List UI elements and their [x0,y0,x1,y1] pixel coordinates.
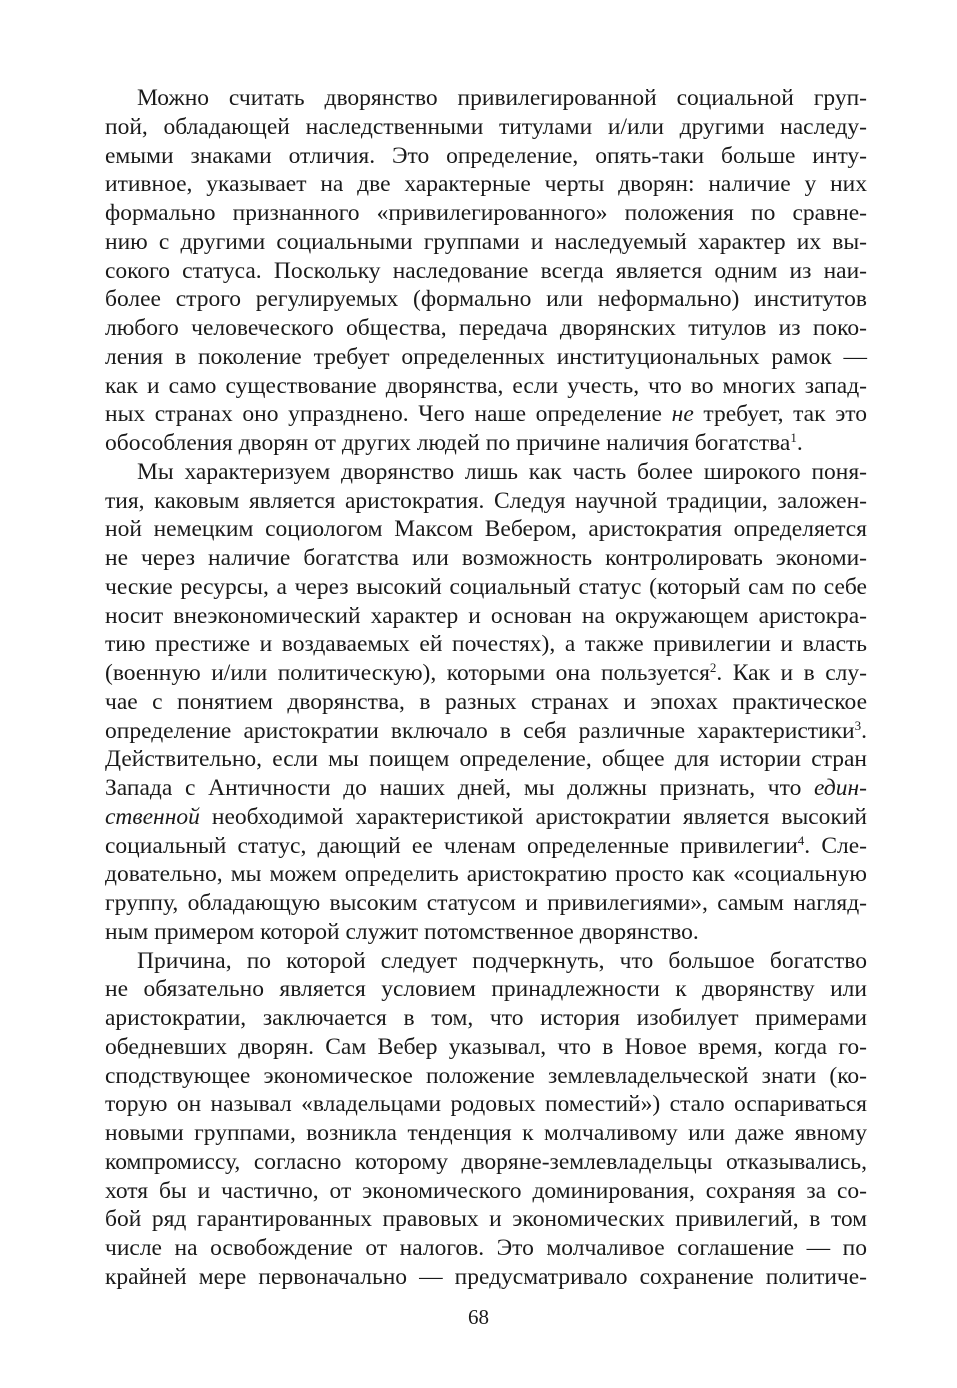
text-line: любого человеческого общества, передача дворянских титулов из поко- [105,315,867,341]
text-line: Действительно, если мы поищем определение, общее для истории стран [105,746,867,773]
text-line: крайней мере первоначально — предусматривало сохранение политиче- [105,1263,867,1290]
text-span: определение аристократии включало в себя различные характеристики [105,717,855,744]
page-number: 68 [468,1305,489,1329]
emphasis: не [671,401,694,428]
text-span: необходимой характеристикой аристократии является высокий [199,803,867,830]
text-line: довательно, мы можем определить аристократию просто как «социальную [105,861,867,888]
text-line: бой ряд гарантированных правовых и экономических привилегий, в том [105,1206,867,1233]
text-line: новыми группами, возникла тенденция к молчаливому или даже явному [105,1120,867,1146]
footnote-ref-2[interactable]: 2 [709,660,717,675]
text-line: пой, обладающей наследственными титулами и/или другими наследу- [105,113,867,140]
text-line: сокого статуса. Поскольку наследование всегда является одним из наи- [105,257,867,284]
text-line: ления в поколение требует определенных институциональных рамок — [105,343,867,370]
text-line: тия, каковым является аристократия. Следуя научной традиции, заложен- [105,487,867,514]
text-span: обособления дворян от других людей по причине наличия богатства [105,430,791,456]
text-line [105,774,867,803]
text-line: Причина, по которой следует подчеркнуть, что большое богатство [137,947,867,974]
body-text [105,84,867,1292]
text-line: ной немецким социологом Максом Вебером, аристократия определяется [105,516,867,543]
text-line: тию престиже и воздаваемых ей почестях), а также привилегии и власть [105,631,867,658]
text-line: числе на освобождение от налогов. Это молчаливое соглашение — по [105,1235,867,1261]
text-line: хотя бы и частично, от экономического доминирования, сохраняя за со- [105,1177,867,1204]
text-span: (военную и/или политическую), которыми она пользуется [105,660,710,686]
text-line: емыми знаками отличия. Это определение, опять-таки больше инту- [105,142,867,169]
text-line: Можно считать дворянство привилегированной социальной груп- [137,85,867,111]
text-span: . [861,717,867,744]
text-line: ческие ресурсы, а через высокий социальный статус (который сам по себе [105,573,867,600]
text-span: . Сле- [804,832,867,859]
text-line: группу, обладающую высоким статусом и привилегиями», самым нагляд- [105,890,867,916]
text-line: как и само существование дворянства, если учесть, что во многих запад- [105,372,867,399]
text-span: . Как и в слу- [716,660,867,686]
text-line: обедневших дворян. Сам Вебер указывал, что в Новое время, когда го- [105,1033,867,1060]
text-span: Запада с Античности до наших дней, мы должны признать, что [105,775,815,801]
text-line: торую он называл «владельцами родовых поместий») стало оспариваться [105,1091,867,1118]
text-line: компромиссу, согласно которому дворяне-землевладельцы отказывались, [105,1148,867,1175]
text-span: социальный статус, дающий ее членам определенные привилегии [105,832,798,859]
text-line: сподствующее экономическое положение землевладельческой знати (ко- [105,1062,867,1089]
paragraph [105,84,867,458]
text-span: требует, так это [693,401,867,428]
text-line: Мы характеризуем дворянство лишь как часть более широкого поня- [137,458,867,485]
text-line [105,400,867,429]
text-line [105,803,867,832]
text-line [105,659,867,688]
text-line [105,717,867,746]
emphasis: ственной [105,803,200,830]
text-line: нию с другими социальными группами и наследуемый характер их вы- [105,228,867,255]
text-line [105,832,867,861]
text-line: более строго регулируемых (формально или неформально) институтов [105,286,867,313]
paragraph [105,947,867,1292]
text-line [105,429,867,458]
paragraph [105,458,867,947]
text-line: аристократии, заключается в том, что история изобилует примерами [105,1005,867,1031]
text-line: чае с понятием дворянства, в разных странах и эпохах практическое [105,688,867,715]
text-span: ных странах оно упразднено. Чего наше определение [105,401,672,428]
text-line: формально признанного «привилегированного» положения по сравне- [105,200,867,226]
text-line: итивное, указывает на две характерные черты дворян: наличие у них [105,171,867,198]
emphasis: един- [814,775,867,801]
footnote-ref-4[interactable]: 4 [797,832,805,848]
text-line: не через наличие богатства или возможность контролировать экономи- [105,545,867,571]
footnote-ref-3[interactable]: 3 [854,717,862,733]
text-span: . [796,430,803,456]
text-line: носит внеэкономический характер и основан на окружающем аристокра- [105,602,867,629]
footnote-ref-1[interactable]: 1 [790,430,797,445]
text-line: не обязательно является условием принадлежности к дворянству или [105,976,867,1003]
text-line: ным примером которой служит потомственное дворянство. [105,918,699,945]
